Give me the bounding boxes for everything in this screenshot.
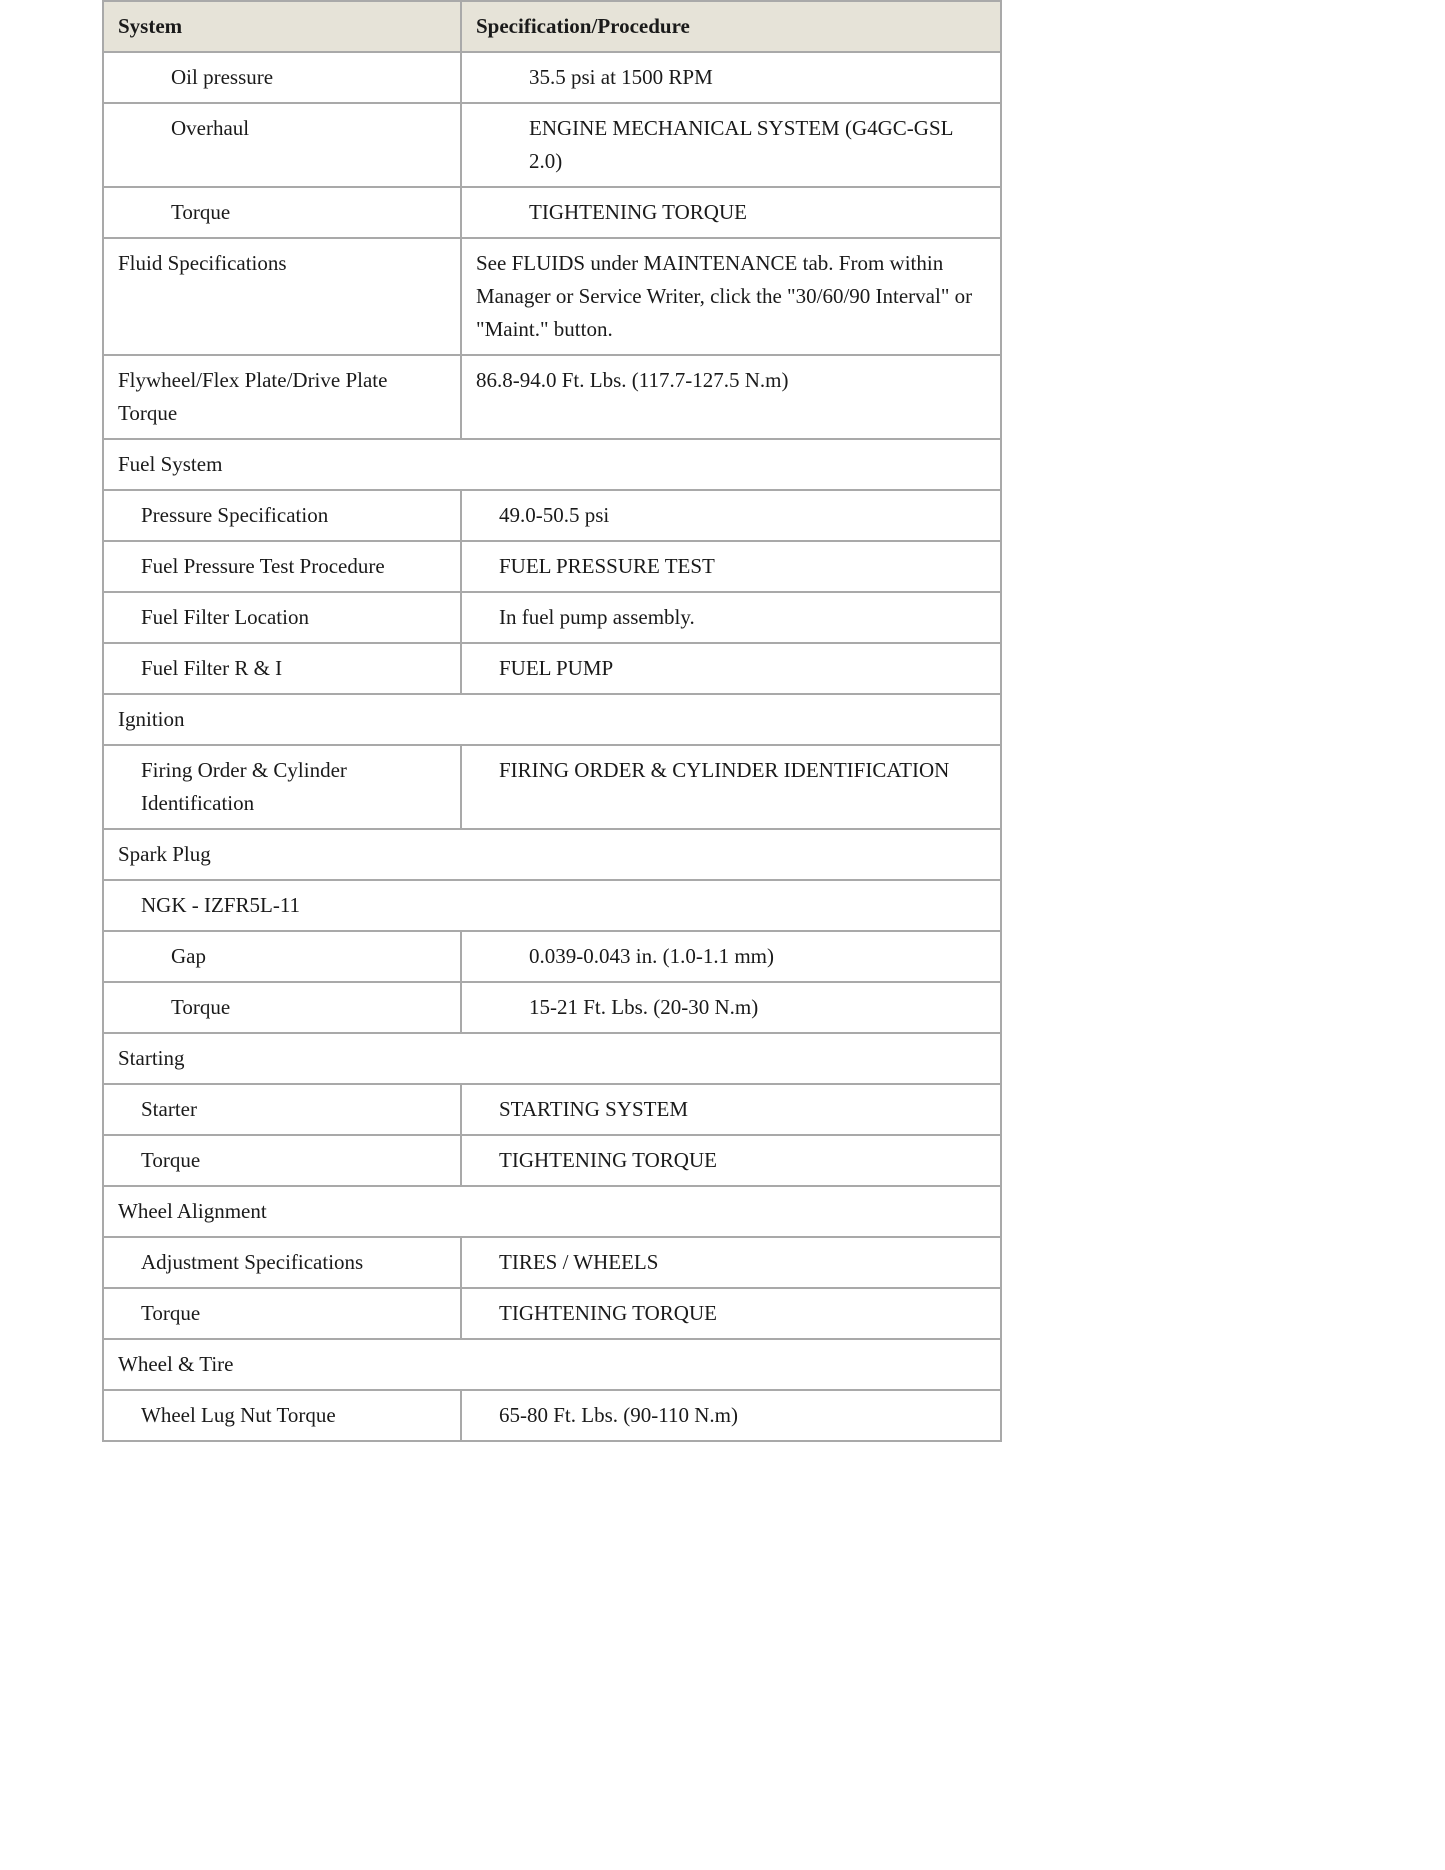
section-label: Fuel System xyxy=(103,439,1001,490)
system-cell: Torque xyxy=(103,1135,461,1186)
section-label: Wheel Alignment xyxy=(103,1186,1001,1237)
table-row xyxy=(103,187,1001,238)
section-row xyxy=(103,829,1001,880)
spec-cell: See FLUIDS under MAINTENANCE tab. From within Manager or Service Writer, click the "30/60/90 Interval" or "Maint." button. xyxy=(461,238,1001,355)
spec-cell: 65-80 Ft. Lbs. (90-110 N.m) xyxy=(461,1390,1001,1441)
system-cell: Gap xyxy=(103,931,461,982)
section-row xyxy=(103,1186,1001,1237)
system-cell: Fluid Specifications xyxy=(103,238,461,355)
spec-cell: TIGHTENING TORQUE xyxy=(461,1135,1001,1186)
table-row xyxy=(103,745,1001,829)
spec-cell: FIRING ORDER & CYLINDER IDENTIFICATION xyxy=(461,745,1001,829)
system-cell: Flywheel/Flex Plate/Drive Plate Torque xyxy=(103,355,461,439)
spec-cell: TIRES / WHEELS xyxy=(461,1237,1001,1288)
spec-cell: TIGHTENING TORQUE xyxy=(461,187,1001,238)
table-header-row xyxy=(103,1,1001,52)
system-cell: Wheel Lug Nut Torque xyxy=(103,1390,461,1441)
system-cell: Pressure Specification xyxy=(103,490,461,541)
table-row xyxy=(103,490,1001,541)
header-specification: Specification/Procedure xyxy=(461,1,1001,52)
table-row xyxy=(103,541,1001,592)
specifications-table xyxy=(102,0,1002,1442)
table-row xyxy=(103,982,1001,1033)
section-row xyxy=(103,1339,1001,1390)
system-cell: Fuel Filter Location xyxy=(103,592,461,643)
table-row xyxy=(103,238,1001,355)
system-cell: Firing Order & Cylinder Identification xyxy=(103,745,461,829)
spec-cell: 49.0-50.5 psi xyxy=(461,490,1001,541)
section-label: Starting xyxy=(103,1033,1001,1084)
spec-cell: TIGHTENING TORQUE xyxy=(461,1288,1001,1339)
spec-cell: In fuel pump assembly. xyxy=(461,592,1001,643)
spec-cell: ENGINE MECHANICAL SYSTEM (G4GC-GSL 2.0) xyxy=(461,103,1001,187)
section-row xyxy=(103,694,1001,745)
section-label: Spark Plug xyxy=(103,829,1001,880)
table-row xyxy=(103,52,1001,103)
system-cell: Overhaul xyxy=(103,103,461,187)
table-row xyxy=(103,355,1001,439)
spec-cell: 15-21 Ft. Lbs. (20-30 N.m) xyxy=(461,982,1001,1033)
table-row xyxy=(103,1390,1001,1441)
section-row xyxy=(103,1033,1001,1084)
spec-cell: STARTING SYSTEM xyxy=(461,1084,1001,1135)
section-label: Ignition xyxy=(103,694,1001,745)
system-cell: Adjustment Specifications xyxy=(103,1237,461,1288)
table-row xyxy=(103,1237,1001,1288)
section-label: NGK - IZFR5L-11 xyxy=(103,880,1001,931)
system-cell: Torque xyxy=(103,982,461,1033)
section-row xyxy=(103,439,1001,490)
table-row xyxy=(103,1135,1001,1186)
spec-cell: 0.039-0.043 in. (1.0-1.1 mm) xyxy=(461,931,1001,982)
system-cell: Oil pressure xyxy=(103,52,461,103)
table-row xyxy=(103,592,1001,643)
system-cell: Fuel Pressure Test Procedure xyxy=(103,541,461,592)
system-cell: Starter xyxy=(103,1084,461,1135)
system-cell: Torque xyxy=(103,1288,461,1339)
spec-cell: 86.8-94.0 Ft. Lbs. (117.7-127.5 N.m) xyxy=(461,355,1001,439)
system-cell: Fuel Filter R & I xyxy=(103,643,461,694)
section-label: Wheel & Tire xyxy=(103,1339,1001,1390)
spec-cell: FUEL PUMP xyxy=(461,643,1001,694)
table-row xyxy=(103,931,1001,982)
header-system: System xyxy=(103,1,461,52)
table-row xyxy=(103,1288,1001,1339)
spec-cell: FUEL PRESSURE TEST xyxy=(461,541,1001,592)
spec-cell: 35.5 psi at 1500 RPM xyxy=(461,52,1001,103)
table-body xyxy=(103,52,1001,1441)
table-row xyxy=(103,103,1001,187)
table-row xyxy=(103,643,1001,694)
section-row xyxy=(103,880,1001,931)
system-cell: Torque xyxy=(103,187,461,238)
table-row xyxy=(103,1084,1001,1135)
